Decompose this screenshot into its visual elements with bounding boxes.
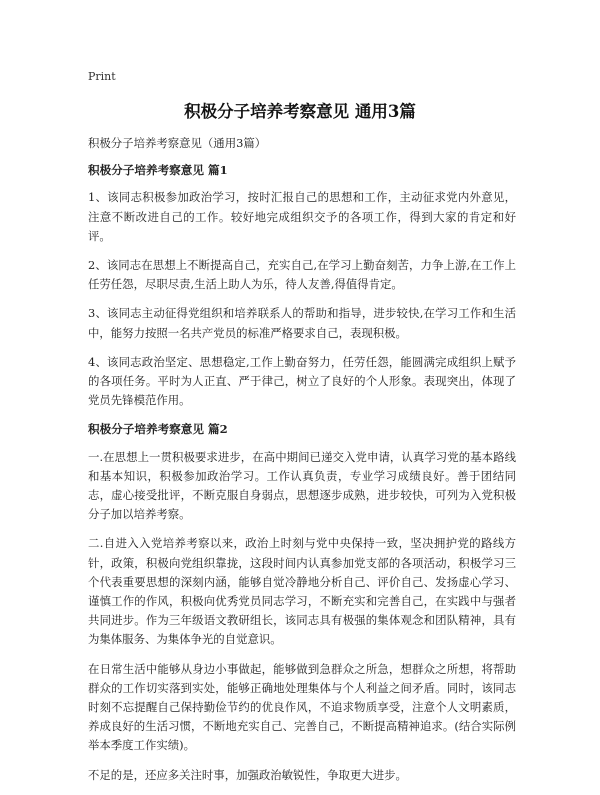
section2-paragraph: 在日常生活中能够从身边小事做起，能够做到急群众之所急，想群众之所想，将帮助群众的工作切实落到实处，能够正确地处理集体与个人利益之间矛盾。同时，该同志时刻不忘提醒自己保持勤俭节约的优良作风，不追求物质享受，注意个人文明素质，养成良好的生活习惯，不断地充实自己、完善自己，不断提高精神追求。(结合实际例举本季度工作实绩)。 bbox=[88, 661, 516, 753]
section2-paragraph: 二.自进入入党培养考察以来，政治上时刻与党中央保持一致，坚决拥护党的路线方针，政策，积极向党组织靠拢，这段时间内认真参加党支部的各项活动，积极学习三个代表重要思想的深刻内涵，能够自觉冷静地分析自己、评价自己、发扬虚心学习、谨慎工作的作风，积极向优秀党员同志学习，不断充实和完善自己，在实践中与强者共同进步。作为三年级语文教研组长，该同志具有极强的集体观念和团队精神，具有为集体服务、为集体争光的自觉意识。 bbox=[88, 536, 516, 647]
document-subtitle: 积极分子培养考察意见（通用3篇） bbox=[88, 136, 267, 150]
section2-paragraph: 一.在思想上一贯积极要求进步，在高中期间已递交入党申请，认真学习党的基本路线和基本知识，积极参加政治学习。工作认真负责，专业学习成绩良好。善于团结同志，虚心接受批评，不断克服自身弱点，思想逐步成熟，进步较快，可列为入党积极分子加以培养考察。 bbox=[88, 449, 516, 522]
section-heading-2: 积极分子培养考察意见 篇2 bbox=[88, 422, 228, 437]
section1-paragraph: 2、该同志在思想上不断提高自己，充实自己,在学习上勤奋刻苦，力争上游,在工作上任劳任怨，尽职尽责,生活上助人为乐，待人友善,得值得肯定。 bbox=[88, 258, 516, 292]
section1-paragraph: 3、该同志主动征得党组织和培养联系人的帮助和指导，进步较快,在学习工作和生活中，能努力按照一名共产党员的标准严格要求自己，表现积极。 bbox=[88, 306, 516, 340]
print-label[interactable]: Print bbox=[88, 70, 116, 83]
document-body bbox=[88, 134, 516, 795]
section-heading-1: 积极分子培养考察意见 篇1 bbox=[88, 163, 228, 178]
section2-paragraph: 不足的是，还应多关注时事，加强政治敏锐性，争取更大进步。 bbox=[88, 767, 407, 782]
section1-paragraph: 4、该同志政治坚定、思想稳定,工作上勤奋努力，任劳任怨，能圆满完成组织上赋予的各项任务。平时为人正直、严于律己，树立了良好的个人形象。表现突出，体现了党员先锋模范作用。 bbox=[88, 354, 516, 408]
page-title: 积极分子培养考察意见 通用3篇 bbox=[184, 102, 416, 121]
section1-paragraph: 1、该同志积极参加政治学习，按时汇报自己的思想和工作，主动征求党内外意见，注意不断改进自己的工作。较好地完成组织交予的各项工作，得到大家的肯定和好评。 bbox=[88, 190, 516, 243]
